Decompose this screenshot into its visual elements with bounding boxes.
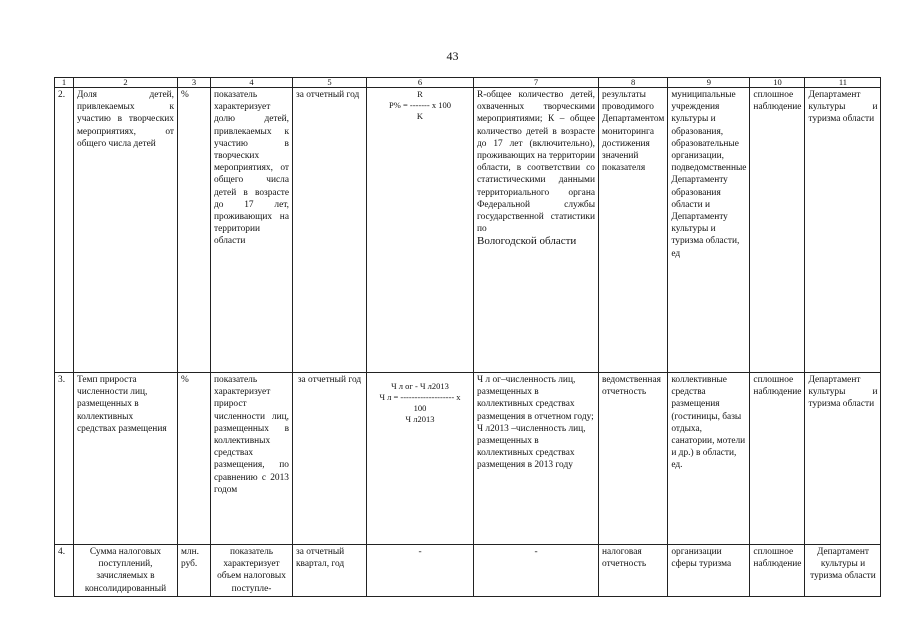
basic-indicators-end: Вологодской области — [477, 235, 577, 248]
collection-method: сплошное наблюдение — [750, 373, 805, 545]
period: за отчетный год — [293, 373, 367, 545]
table-row — [55, 545, 881, 597]
unit: % — [178, 373, 211, 545]
formula-line: Ч л ог - Ч л2013 — [391, 381, 449, 391]
header-cell: 4 — [211, 78, 293, 88]
formula — [367, 373, 474, 545]
row-number: 4. — [55, 545, 74, 597]
observation-unit: муниципальные учреждения культуры и образования, образовательные организации, подведомственные Департаменту образования области и Департаменту культуры и туризма области, ед — [668, 88, 750, 373]
period: за отчетный квартал, год — [293, 545, 367, 597]
observation-unit: коллективные средства размещения (гостиницы, базы отдыха, санатории, мотели и др.) в области, ед. — [668, 373, 750, 545]
row-number: 2. — [55, 88, 74, 373]
formula-line: R — [417, 89, 423, 99]
formula: - — [367, 545, 474, 597]
indicator-definition: показатель характеризует объем налоговых поступле- — [211, 545, 293, 597]
indicator-name: Доля детей, привлекаемых к участию в творческих мероприятиях, от общего числа детей — [74, 88, 178, 373]
header-cell: 8 — [599, 78, 668, 88]
header-cell: 2 — [74, 78, 178, 88]
table-row — [55, 373, 881, 545]
data-source: результаты проводимого Департаментом мониторинга достижения значений показателя — [599, 88, 668, 373]
formula-line: P% = ------- x 100 — [389, 100, 451, 110]
basic-indicators: Ч л ог–численность лиц, размещенных в коллективных средствах размещения в отчетном году; Ч л2013 –численность лиц, размещенных в коллективных средствах размещения в 2013 году — [474, 373, 599, 545]
header-cell: 3 — [178, 78, 211, 88]
indicator-definition: показатель характеризует долю детей, привлекаемых к участию в творческих мероприятиях, от общего числа детей в возрасте до 17 лет, проживающих на территории области — [211, 88, 293, 373]
header-cell: 5 — [293, 78, 367, 88]
header-cell: 7 — [474, 78, 599, 88]
observation-unit: организации сферы туризма — [668, 545, 750, 597]
table-row — [55, 88, 881, 373]
basic-indicators: - — [474, 545, 599, 597]
page-number: 43 — [446, 49, 459, 63]
data-source: ведомственная отчетность — [599, 373, 668, 545]
formula-line: K — [416, 111, 424, 121]
header-cell: 1 — [55, 78, 74, 88]
indicator-name: Сумма налоговых поступлений, зачисляемых в консолидированный — [74, 545, 178, 597]
formula-line: 100 — [413, 403, 427, 413]
unit: млн. руб. — [178, 545, 211, 597]
header-cell: 10 — [750, 78, 805, 88]
period: за отчетный год — [293, 88, 367, 373]
basic-indicators-text: R-общее количество детей, охваченных творческими мероприятиями; К – общее количество детей в возрасте до 17 лет (включительно), проживающих на территории области, в соответствии со статистическими данными территориального органа Федеральной службы государственной статистики по — [477, 90, 595, 235]
formula-line: Ч л = ------------------- x — [379, 392, 461, 402]
basic-indicators — [474, 88, 599, 373]
header-cell: 6 — [367, 78, 474, 88]
responsible: Департамент культуры и туризма области — [805, 545, 881, 597]
collection-method: сплошное наблюдение — [750, 88, 805, 373]
formula-line: Ч л2013 — [405, 414, 435, 424]
responsible: Департамент культуры и туризма области — [805, 88, 881, 373]
row-number: 3. — [55, 373, 74, 545]
data-source: налоговая отчетность — [599, 545, 668, 597]
header-cell: 9 — [668, 78, 750, 88]
indicator-definition: показатель характеризует прирост численности лиц, размещенных в коллективных средствах размещения, по сравнению с 2013 годом — [211, 373, 293, 545]
unit: % — [178, 88, 211, 373]
header-row — [55, 78, 881, 88]
collection-method: сплошное наблюдение — [750, 545, 805, 597]
formula — [367, 88, 474, 373]
responsible: Департамент культуры и туризма области — [805, 373, 881, 545]
indicators-table — [54, 77, 881, 597]
header-cell: 11 — [805, 78, 881, 88]
indicator-name: Темп прироста численности лиц, размещенных в коллективных средствах размещения — [74, 373, 178, 545]
